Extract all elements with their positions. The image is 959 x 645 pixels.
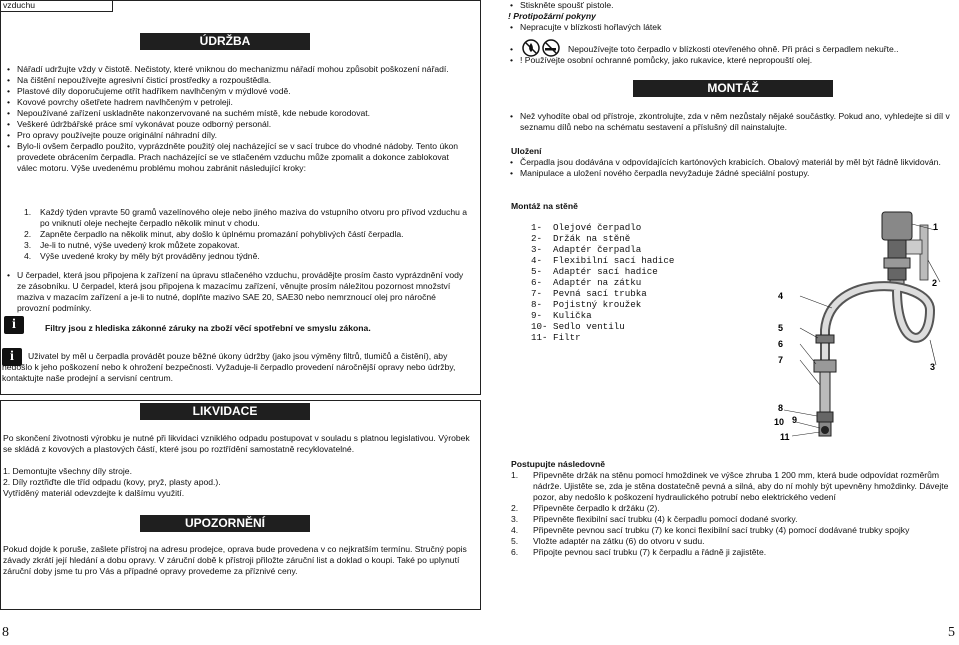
pump-assembly-diagram xyxy=(770,200,959,450)
list-item xyxy=(508,44,948,55)
callout-label: 5 xyxy=(778,323,784,333)
callout-label: 2 xyxy=(932,278,938,288)
user-note: Uživatel by měl u čerpadla provádět pouze běžné úkony údržby (jako jsou výměny filtrů, tlumičů a čistění), aby nedošlo k jeho poškození nebo k ohrožení bezpečnosti. Vyžaduje-li čerpadlo provedení náročnější opravy nebo údržby, kontaktujte naše prodejní a servisní centrum. xyxy=(2,351,456,383)
step-number: 5. xyxy=(511,536,519,546)
callout-label: 6 xyxy=(778,339,784,349)
callout-label: 8 xyxy=(778,403,784,413)
list-item xyxy=(511,470,951,503)
list-item: • Na čištění nepoužívejte agresivní čisticí prostředky a rozpouštědla. xyxy=(5,75,470,86)
list-item: • U čerpadel, která jsou připojena k zařízení na úpravu stlačeného vzduchu, provádějte prosím často vyprázdnění vody ze zásobníku. U čerpadel, která jsou připojena k mazacímu zařízení, věnujte prosím náležitou pozornost množství maziva v mazacím zařízení a je-li to nutné, doplňte mazivo SAE 20, SAE30 nebo nemrznoucí olej pro náročné provozní podmínky. xyxy=(5,270,470,314)
wall-mount-title: Montáž na stěně xyxy=(511,201,578,211)
disposal-step-3: Vytříděný materiál odevzdejte k dalšímu využití. xyxy=(3,488,185,498)
step-text: Výše uvedené kroky by měly být prováděny jednou týdně. xyxy=(40,251,260,261)
step-number: 6. xyxy=(511,547,519,557)
list-item: • Kovové povrchy ošetřete hadrem navlhčeným v petroleji. xyxy=(5,97,470,108)
storage-title: Uložení xyxy=(511,146,542,156)
corner-text: vzduchu xyxy=(3,0,36,10)
step-number: 3. xyxy=(511,514,519,524)
maintenance-list-last xyxy=(5,270,470,314)
section-header-udrzba: ÚDRŽBA xyxy=(140,33,310,50)
step-text: Připevněte flexibilní sací trubku (4) k čerpadlu pomocí dodané svorky. xyxy=(533,514,798,524)
list-item: • ! Používejte osobní ochranné pomůcky, jako rukavice, které nepropouští olej. xyxy=(508,55,948,66)
list-item xyxy=(511,503,951,514)
disposal-text: Po skončení životnosti výrobku je nutné při likvidaci vzniklého odpadu postupovat v souladu s platnou legislativou. Výrobek se skládá z kovových a plastových částí, které jsou po roztřídění samostatně recyklovatelné. xyxy=(3,433,470,454)
info-icon: i xyxy=(4,316,24,334)
maintenance-list xyxy=(5,64,470,174)
list-item: • Veškeré údržbářské práce smí vykonávat pouze odborný personál. xyxy=(5,119,470,130)
list-item xyxy=(511,536,951,547)
step-number: 4. xyxy=(511,525,519,535)
list-item xyxy=(18,240,468,251)
list-item xyxy=(18,207,468,229)
list-item xyxy=(511,514,951,525)
list-item: • Manipulace a uložení nového čerpadla nevyžaduje žádné speciální postupy. xyxy=(508,168,953,179)
list-item: • Nepoužívané zařízení uskladněte nakonzervované na suchém místě, kde nebude korodovat. xyxy=(5,108,470,119)
list-item: 6- Adaptér na zátku xyxy=(531,277,642,288)
lubrication-steps xyxy=(18,207,468,262)
list-item: 4- Flexibilní sací hadice xyxy=(531,255,675,266)
callout-label: 9 xyxy=(792,415,798,425)
list-item: • Než vyhodíte obal od přístroje, zkontrolujte, zda v něm nezůstaly nějaké součástky. Pokud ano, vyhledejte si díl v seznamu dílů nebo na schématu sestavení a příslušný díl nainstalujte. xyxy=(508,111,953,133)
warning-text: Pokud dojde k poruše, zašlete přístroj na adresu prodejce, oprava bude provedena v co nejkratším termínu. Stručný popis závady zkrátí její hledání a dobu opravy. V záruční době k přístroji přiložte záruční list a doklad o koupi. Také po uplynutí záruční doby jsme tu pro Vás a případné opravy provedeme za příznivé ceny. xyxy=(3,544,467,576)
list-item: 10- Sedlo ventilu xyxy=(531,321,625,332)
storage-list xyxy=(508,157,953,179)
step-number: 2. xyxy=(511,503,519,513)
list-item: 8- Pojistný kroužek xyxy=(531,299,642,310)
callout-label: 11 xyxy=(780,432,790,442)
parts-list xyxy=(531,222,674,343)
top-left-cell-divider xyxy=(0,11,113,12)
callout-label: 7 xyxy=(778,355,784,365)
procedure-title: Postupujte následovně xyxy=(511,459,606,469)
callout-label: 3 xyxy=(930,362,936,372)
disposal-step-1: 1. Demontujte všechny díly stroje. xyxy=(3,466,132,476)
step-text: Připevněte držák na stěnu pomocí hmoždinek ve výšce zhruba 1 200 mm, která bude odpovídat rozměrům nádrže. Ujistěte se, zda je stěna dostatečně pevná a silná, aby do ní mohly být upevněny hmoždinky. Dávejte pozor, aby nedošlo k poškození hydraulického potrubí nebo elektrického vedení xyxy=(533,470,949,502)
warranty-note: Filtry jsou z hlediska zákonné záruky na zboží věcí spotřební ve smyslu zákona. xyxy=(45,323,371,333)
trigger-list xyxy=(508,0,948,11)
list-item: • Stiskněte spoušť pistole. xyxy=(508,0,948,11)
step-number: 1. xyxy=(24,207,32,217)
list-item: 11- Filtr xyxy=(531,332,581,343)
step-number: 2. xyxy=(24,229,32,239)
list-item: • Čerpadla jsou dodávána v odpovídajících kartónových krabicích. Obalový materiál by měl být řádně likvidován. xyxy=(508,157,953,168)
list-item: • Nepracujte v blízkosti hořlavých látek xyxy=(508,22,948,33)
list-item xyxy=(18,251,468,262)
list-item: 2- Držák na stěně xyxy=(531,233,631,244)
step-text: Každý týden vpravte 50 gramů vazelínového oleje nebo jiného maziva do vstupního otvoru pro přívod vzduchu a po vniknutí oleje nechejte čerpadlo několik minut v chodu. xyxy=(40,207,468,228)
list-item xyxy=(18,229,468,240)
section-header-upozorneni: UPOZORNĚNÍ xyxy=(140,515,310,532)
step-text: Vložte adaptér na zátku (6) do otvoru v sudu. xyxy=(533,536,705,546)
list-item: • Plastové díly doporučujeme otřít hadříkem navlhčeným v mýdlové vodě. xyxy=(5,86,470,97)
procedure-steps xyxy=(511,470,951,558)
fire-safety-title: ! Protipožární pokyny xyxy=(508,11,596,21)
info-icon: i xyxy=(2,348,22,366)
step-text: Připojte pevnou sací trubku (7) k čerpadlu a řádně ji zajistěte. xyxy=(533,547,767,557)
page-number: 8 xyxy=(2,625,9,640)
list-item: 1- Olejové čerpadlo xyxy=(531,222,642,233)
list-item xyxy=(511,547,951,558)
page-number: 5 xyxy=(948,625,955,640)
step-number: 1. xyxy=(511,470,519,480)
list-item: 3- Adaptér čerpadla xyxy=(531,244,642,255)
disposal-step-2: 2. Díly roztřiďte dle tříd odpadu (kovy, pryž, plasty apod.). xyxy=(3,477,221,487)
list-item: • Pro opravy používejte pouze originální náhradní díly. xyxy=(5,130,470,141)
step-text: Připevněte pevnou sací trubku (7) ke konci flexibilní sací trubky (4) pomocí dodávané trubky spojky xyxy=(533,525,910,535)
fire-warning-text: Nepoužívejte toto čerpadlo v blízkosti otevřeného ohně. Při práci s čerpadlem nekuřte.. xyxy=(568,44,899,54)
list-item: • Bylo-li ovšem čerpadlo použito, vyprázdněte použitý olej nacházející se v sací trubce do vhodné nádoby. Tento úkon provedete obrácením čerpadla. Prach nacházející se ve stlačeném vzduchu může zpomalit a dokonce zablokovat válec motoru. Výše uvedenému problému mohou zabránit následující kroky: xyxy=(5,141,470,174)
step-text: Zapněte čerpadlo na několik minut, aby došlo k úplnému promazání pohyblivých částí čerpadla. xyxy=(40,229,404,239)
step-number: 4. xyxy=(24,251,32,261)
udrzba-frame xyxy=(0,0,481,395)
list-item xyxy=(511,525,951,536)
fire-safety-list xyxy=(508,22,948,33)
step-text: Je-li to nutné, výše uvedený krok můžete zopakovat. xyxy=(40,240,240,250)
callout-label: 10 xyxy=(774,417,785,427)
step-number: 3. xyxy=(24,240,32,250)
section-header-montaz: MONTÁŽ xyxy=(633,80,833,97)
list-item: 9- Kulička xyxy=(531,310,592,321)
callout-label: 1 xyxy=(933,222,939,232)
assembly-list xyxy=(508,111,953,133)
likvidace-frame xyxy=(0,400,481,610)
list-item: 7- Pevná sací trubka xyxy=(531,288,647,299)
fire-safety-list-2 xyxy=(508,44,948,66)
list-item: • Nářadí udržujte vždy v čistotě. Nečistoty, které vniknou do mechanizmu nářadí mohou způsobit poškození nářadí. xyxy=(5,64,470,75)
step-text: Připevněte čerpadlo k držáku (2). xyxy=(533,503,660,513)
section-header-likvidace: LIKVIDACE xyxy=(140,403,310,420)
callout-label: 4 xyxy=(778,291,784,301)
list-item: 5- Adaptér sací hadice xyxy=(531,266,658,277)
top-left-cell-vline xyxy=(112,0,113,12)
